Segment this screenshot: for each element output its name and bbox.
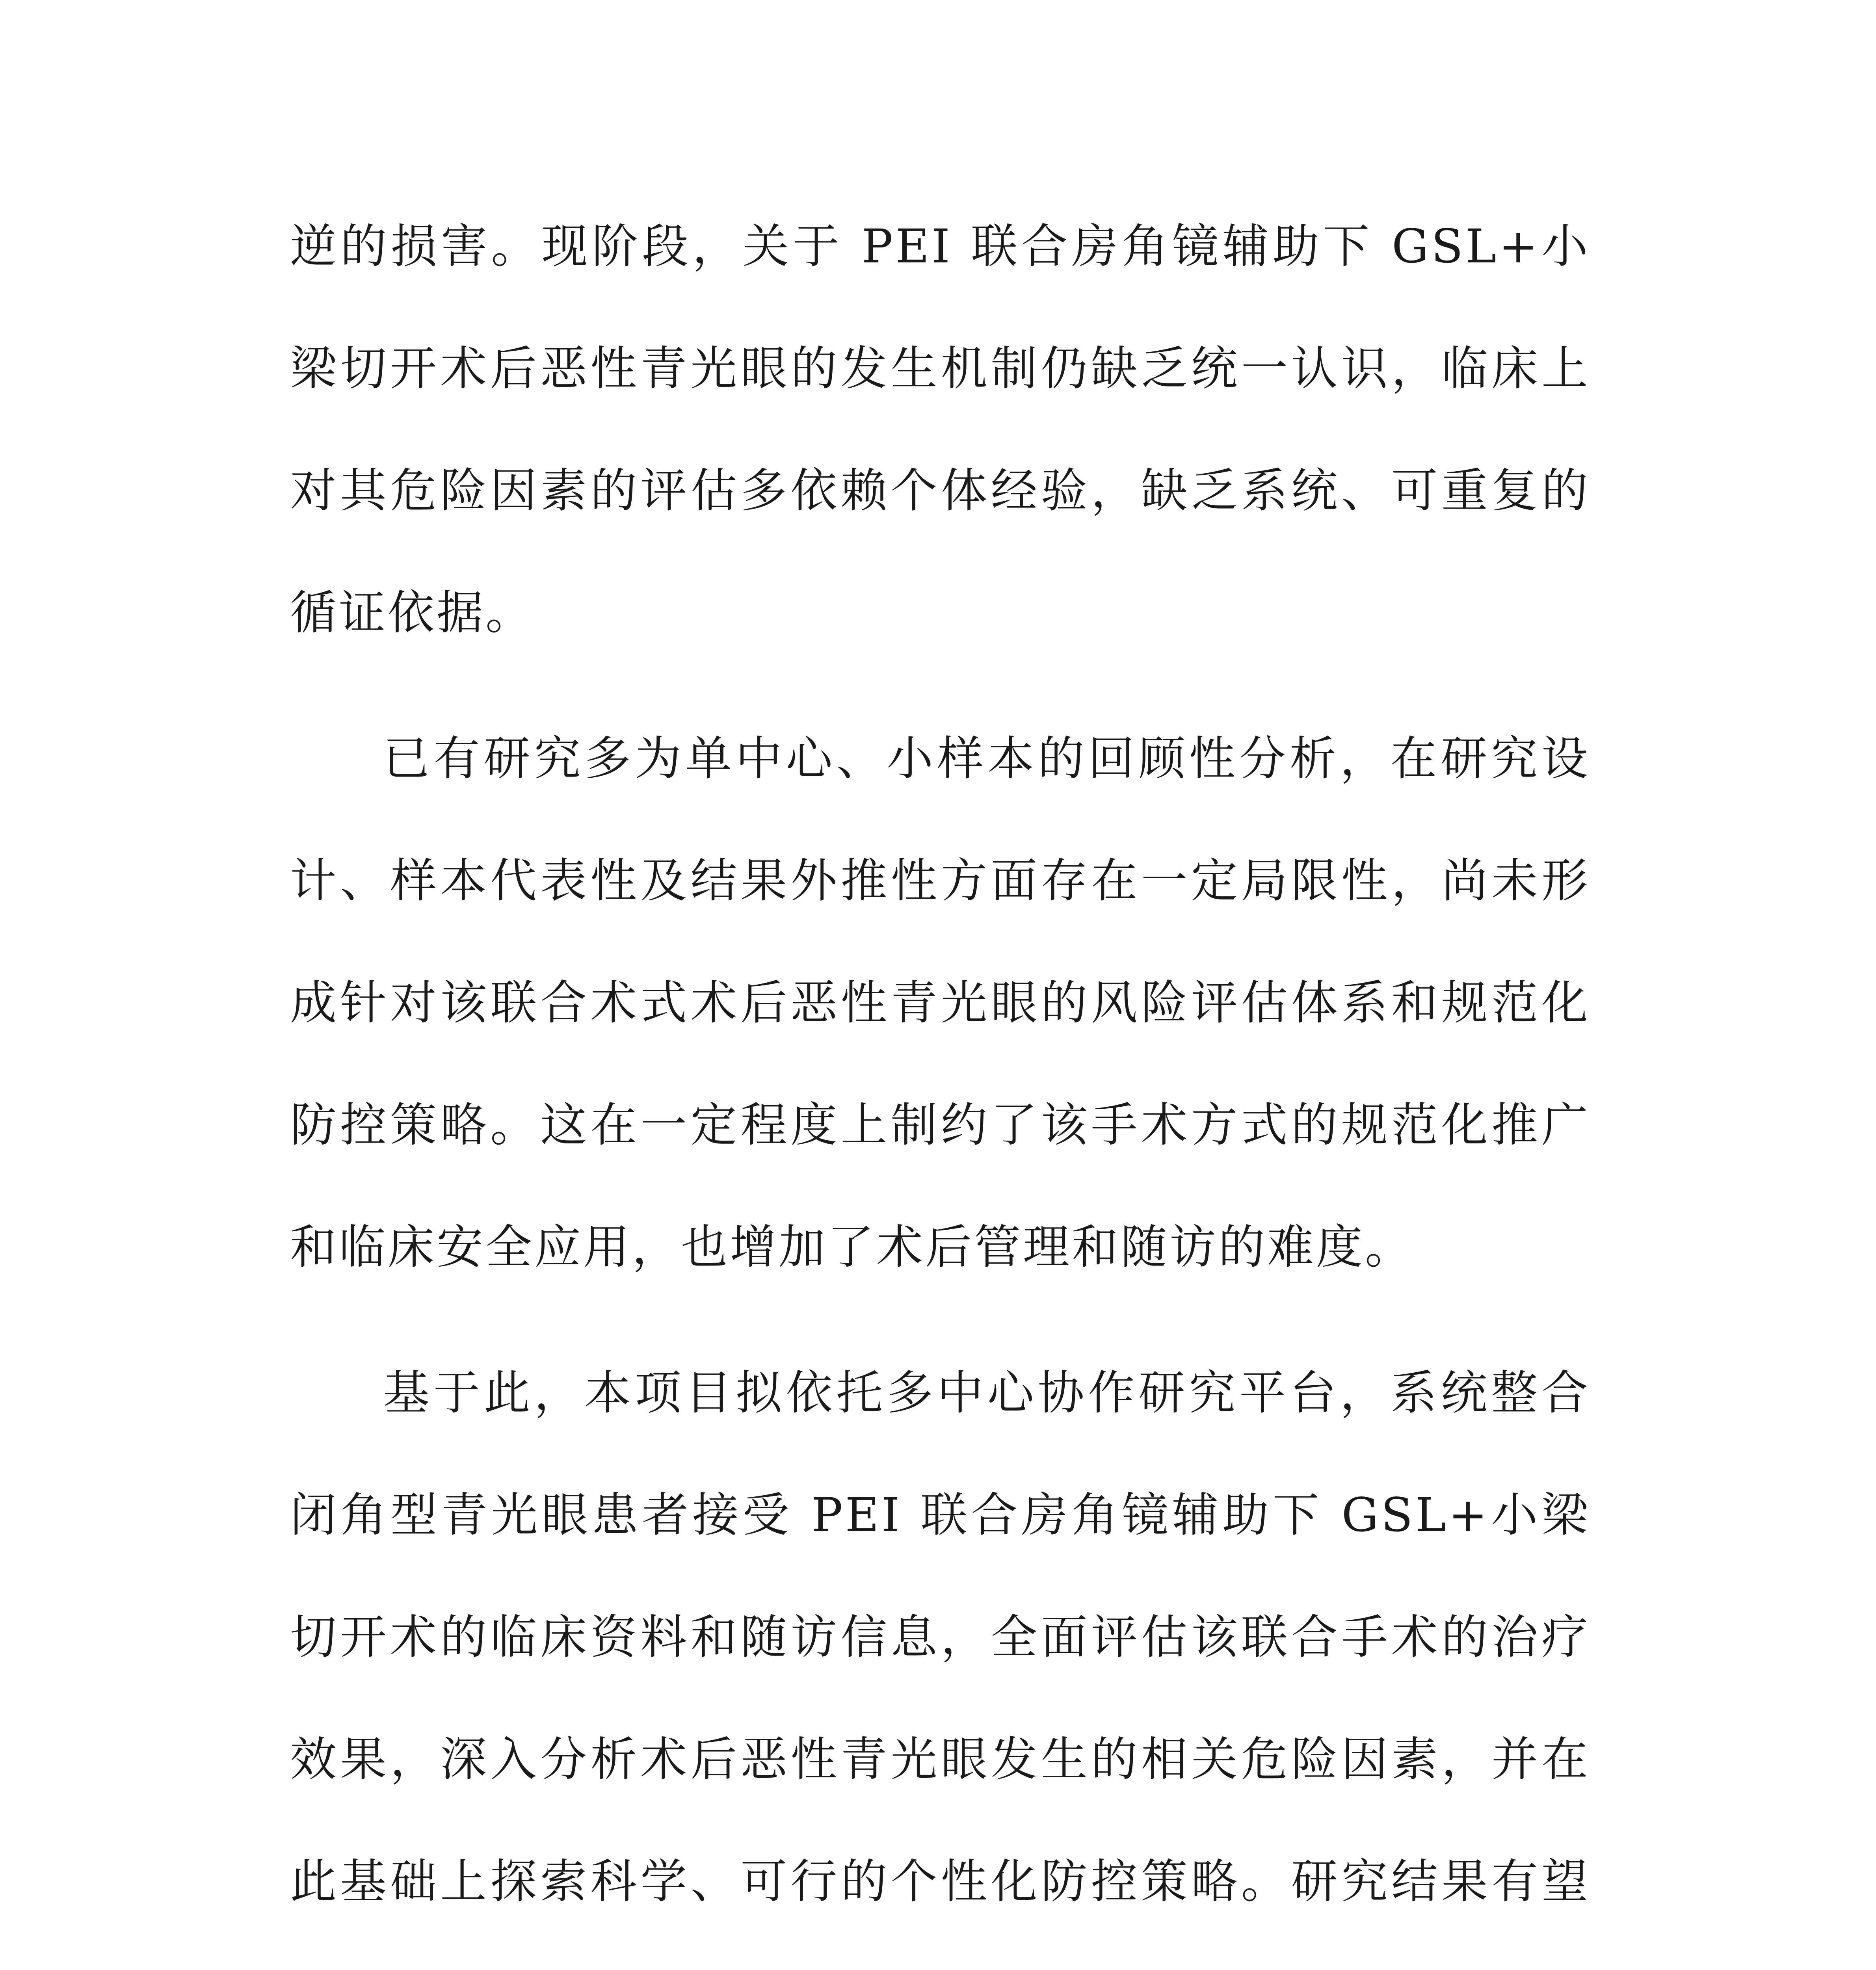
paragraph-continuation: 逆的损害。现阶段，关于 PEI 联合房角镜辅助下 GSL+小梁切开术后恶性青光眼的发生机制仍缺乏统一认识，临床上对其危险因素的评估多依赖个体经验，缺乏系统、可重复的循证依据。: [290, 219, 1590, 640]
document-body: [290, 185, 1590, 1970]
paragraph-prior-research: 已有研究多为单中心、小样本的回顾性分析，在研究设计、样本代表性及结果外推性方面存在一定局限性，尚未形成针对该联合术式术后恶性青光眼的风险评估体系和规范化防控策略。这在一定程度上制约了该手术方式的规范化推广和临床安全应用，也增加了术后管理和随访的难度。: [290, 731, 1590, 1274]
paragraph-project-plan: 基于此，本项目拟依托多中心协作研究平台，系统整合闭角型青光眼患者接受 PEI 联合房角镜辅助下 GSL+小梁切开术的临床资料和随访信息，全面评估该联合手术的治疗效果，深入分析术后恶性青光眼发生的相关危险因素，并在此基础上探索科学、可行的个性化防控策略。研究结果有望: [290, 1366, 1590, 1909]
